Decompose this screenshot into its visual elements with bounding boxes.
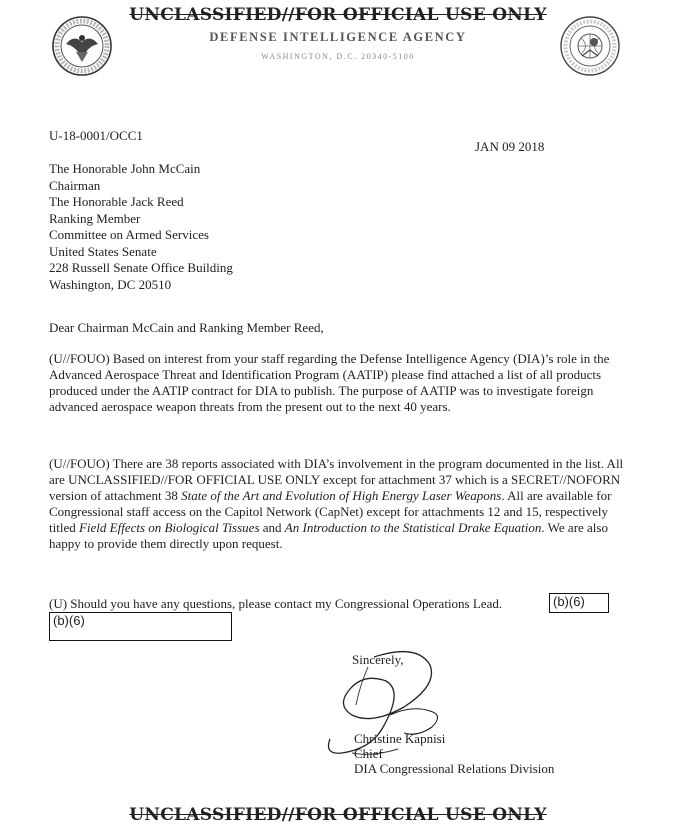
- dia-seal-icon: [560, 16, 620, 76]
- redaction-box: (b)(6): [549, 593, 609, 613]
- classification-marking-top: UNCLASSIFIED//FOR OFFICIAL USE ONLY: [129, 5, 547, 25]
- reference-number: U-18-0001/OCC1: [49, 128, 143, 143]
- address-line: United States Senate: [49, 243, 157, 259]
- address-line: The Honorable Jack Reed: [49, 194, 184, 209]
- signatory-name: Christine Kapnisi: [354, 731, 446, 746]
- classification-marking-bottom: UNCLASSIFIED//FOR OFFICIAL USE ONLY: [129, 805, 547, 825]
- letter-date: JAN 09 2018: [475, 139, 545, 154]
- signature-icon: [312, 645, 492, 765]
- paragraph-1: (U//FOUO) Based on interest from your staff regarding the Defense Intelligence Agency (DIA)’s role in the Advanced Aerospace Threat and Identification Program (AATIP) please find attached a list of all products produced under the AATIP contract for DIA to publish. The purpose of AATIP was to investigate foreign advanced aerospace weapon threats from the present out to the next 40 years.: [49, 351, 610, 414]
- address-block: [49, 161, 233, 293]
- address-line: The Honorable John McCain: [49, 161, 201, 176]
- address-line: Chairman: [49, 177, 101, 193]
- paragraph-2-text: and: [259, 520, 285, 535]
- signatory-division: DIA Congressional Relations Division: [354, 761, 555, 776]
- report-title-laser: State of the Art and Evolution of High Energy Laser Weapons: [181, 488, 502, 503]
- paragraph-2-text: . All are available for Congressional staff access on the Capitol Network (CapNet) except for attachments 12 and 15, respectively titled: [49, 488, 612, 535]
- closing-sincerely: Sincerely,: [352, 652, 404, 667]
- address-line: Committee on Armed Services: [49, 227, 209, 242]
- paragraph-2-text: (U//FOUO) There are 38 reports associated with DIA’s involvement in the program documented in the list. All are UNCLASSIFIED//FOR OFFICIAL USE ONLY except for attachment 37 which is a SECRET//NOFORN version of attachment 38: [49, 456, 624, 503]
- address-line: Washington, DC 20510: [49, 276, 172, 292]
- salutation: Dear Chairman McCain and Ranking Member Reed,: [49, 320, 324, 335]
- report-title-drake: An Introduction to the Statistical Drake Equation: [284, 520, 542, 535]
- paragraph-3: (U) Should you have any questions, please contact my Congressional Operations Lead.: [49, 596, 503, 611]
- agency-name: DEFENSE INTELLIGENCE AGENCY: [209, 30, 467, 44]
- paragraph-2: [49, 456, 629, 552]
- address-line: Ranking Member: [49, 210, 141, 226]
- agency-city: WASHINGTON, D.C. 20340-5100: [261, 52, 415, 61]
- address-line: 228 Russell Senate Office Building: [49, 260, 233, 275]
- redaction-box: (b)(6): [49, 612, 232, 641]
- report-title-biological: Field Effects on Biological Tissues: [78, 520, 260, 535]
- signatory-title: Chief: [354, 746, 383, 761]
- dod-seal-icon: [52, 16, 112, 76]
- paragraph-2-text: . We are also happy to provide them directly upon request.: [49, 520, 608, 551]
